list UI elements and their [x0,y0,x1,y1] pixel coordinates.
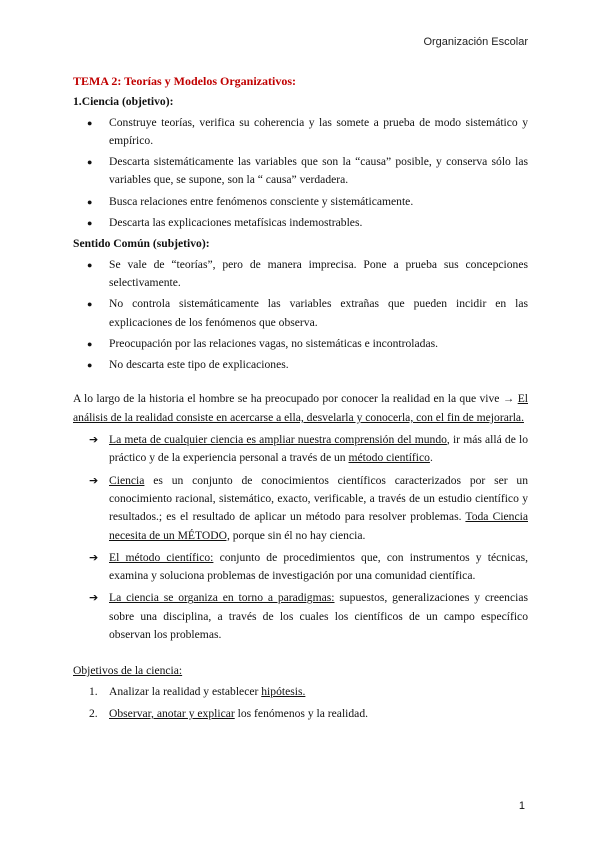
objetivos-title: Objetivos de la ciencia: [73,664,183,678]
list-item: 1. Analizar la realidad y establecer hipótesis. [89,684,306,698]
arrow-right-icon: ➔ [89,433,99,447]
arrow-right-icon: ➔ [89,550,99,564]
arrow-right-icon: ➔ [89,591,99,605]
list-item: ● No controla sistemáticamente las variables extrañas que pueden incidir en las explicaciones de los fenómenos que observa. [87,297,528,329]
arrow-item: ➔ Ciencia es un conjunto de conocimientos científicos caracterizados por ser un conocimiento racional, sistemático, exacto, verificable, a través de un estudio científico y resultados.; es el resultado de aplicar un método para resolver problemas. Toda Ciencia necesita de un MÉTODO, porque sin él no hay ciencia. [89,473,528,542]
arrow-list [73,431,528,644]
ciencia-heading: 1.Ciencia (objetivo): [73,95,174,109]
list-item: ● Preocupación por las relaciones vagas, no sistemáticas e incontroladas. [73,335,528,353]
bullet-icon: ● [87,218,93,229]
bullet-icon: ● [87,338,93,349]
list-item: 2. Observar, anotar y explicar los fenómenos y la realidad. [89,706,369,720]
page-number: 1 [518,800,525,812]
arrow-item: ➔ El método científico: conjunto de procedimientos que, con instrumentos y técnicas, examina y soluciona problemas de investigación por una comunidad científica. [89,550,528,583]
arrow-item: ➔ La ciencia se organiza en torno a paradigmas: supuestos, generalizaciones y creencias sobre una disciplina, a través de los cuales los científicos de un campo específico observan los problemas. [89,591,528,642]
page-header: Organización Escolar [423,36,528,48]
objetivos-list [73,683,528,724]
document-body [73,72,528,727]
intro-paragraph: A lo largo de la historia el hombre se ha preocupado por conocer la realidad en la que vive → El análisis de la realidad consiste en acercarse a ella, desvelarla y conocerla, con el fin de mejorarla. [73,392,528,424]
list-item: ● No descarta este tipo de explicaciones. [73,356,528,374]
arrow-right-icon: ➔ [89,473,99,487]
list-item: ● Se vale de “teorías”, pero de manera imprecisa. Pone a prueba sus concepciones selectivamente. [87,257,528,289]
bullet-icon: ● [87,117,93,128]
list-item: ● Descarta sistemáticamente las variables que son la “causa” posible, y conserva sólo las variables que, se supone, son la “ causa” verdadera. [87,155,528,187]
bullet-icon: ● [87,299,93,310]
bullet-icon: ● [87,196,93,207]
list-item: ● Construye teorías, verifica su coherencia y las somete a prueba de modo sistemático y empírico. [87,115,528,147]
bullet-icon: ● [87,259,93,270]
ciencia-list [73,114,528,233]
sentido-heading: Sentido Común (subjetivo): [73,237,210,251]
list-item: ● Busca relaciones entre fenómenos consciente y sistemáticamente. [73,193,528,211]
document-title: TEMA 2: Teorías y Modelos Organizativos: [73,74,296,88]
bullet-icon: ● [87,360,93,371]
sentido-list [73,256,528,375]
list-item: ● Descarta las explicaciones metafísicas indemostrables. [73,214,528,232]
arrow-item: ➔ La meta de cualquier ciencia es ampliar nuestra comprensión del mundo, ir más allá de lo práctico y de la experiencia personal a través de un método científico. [89,433,528,465]
bullet-icon: ● [87,157,93,168]
